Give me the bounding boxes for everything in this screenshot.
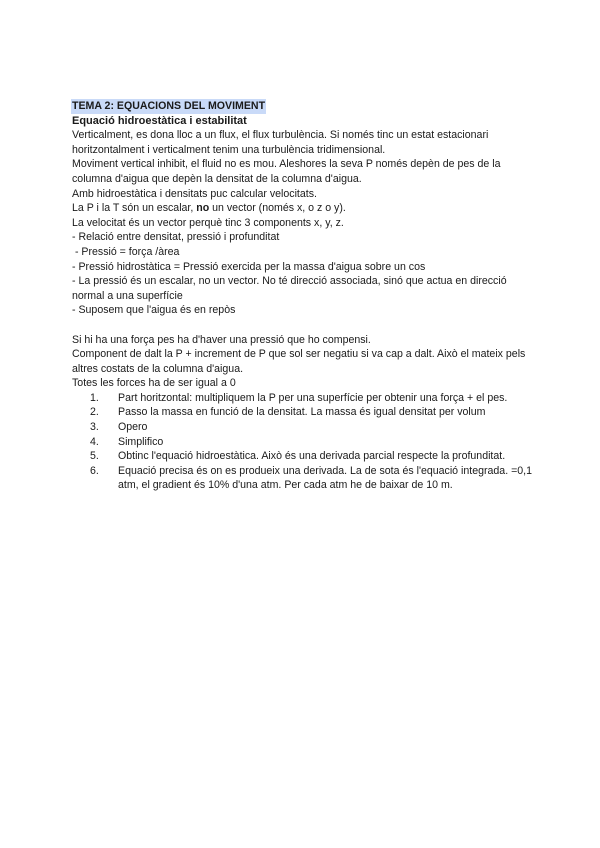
- paragraph-line: Component de dalt la P + increment de P que sol ser negatiu si va cap a dalt. Això el mateix pels altres costats de la columna d'aigua.: [72, 348, 526, 375]
- list-text: Passo la massa en funció de la densitat. La massa és igual densitat per volum: [118, 406, 486, 419]
- list-number: 2.: [90, 406, 99, 419]
- list-text: Simplifico: [118, 435, 164, 448]
- list-number: 1.: [90, 391, 99, 404]
- list-item: [72, 405, 532, 420]
- paragraph-line: La velocitat és un vector perquè tinc 3 components x, y, z.: [72, 216, 344, 229]
- list-text: Opero: [118, 421, 148, 434]
- scalar-line: [72, 201, 532, 216]
- list-number: 5.: [90, 450, 99, 463]
- steps-list: [72, 391, 532, 493]
- bullet-line: - Pressió hidrostàtica = Pressió exercida per la massa d'aigua sobre un cos: [72, 260, 426, 273]
- scalar-line-bold: no: [196, 202, 210, 215]
- bullet-line: - Pressió = força /àrea: [72, 245, 180, 258]
- spacer: [72, 318, 532, 333]
- paragraph-line: Verticalment, es dona lloc a un flux, el flux turbulència. Si només tinc un estat estacionari horitzontalment i verticalment tenim una turbulència tridimensional.: [72, 129, 489, 156]
- section-subtitle: Equació hidroestàtica i estabilitat: [72, 114, 247, 127]
- paragraph-line: Amb hidroestàtica i densitats puc calcular velocitats.: [72, 187, 317, 200]
- scalar-line-after: un vector (només x, o z o y).: [209, 202, 346, 215]
- list-number: 6.: [90, 464, 99, 477]
- list-item: [72, 435, 532, 450]
- page-title: TEMA 2: EQUACIONS DEL MOVIMENT: [72, 100, 266, 112]
- bullet-line: - Suposem que l'aigua és en repòs: [72, 304, 236, 317]
- list-item: [72, 391, 532, 406]
- list-text: Part horitzontal: multipliquem la P per una superfície per obtenir una força + el pes.: [118, 391, 508, 404]
- document-body: [72, 99, 532, 493]
- paragraph-line: Moviment vertical inhibit, el fluid no es mou. Aleshores la seva P només depèn de pes de la columna d'aigua que depèn la densitat de la columna d'aigua.: [72, 158, 501, 185]
- list-text: Obtinc l'equació hidroestàtica. Això és una derivada parcial respecte la profunditat.: [118, 450, 506, 463]
- list-number: 4.: [90, 435, 99, 448]
- list-item: [72, 420, 532, 435]
- scalar-line-before: La P i la T són un escalar,: [72, 202, 197, 215]
- paragraph-line: Totes les forces ha de ser igual a 0: [72, 377, 236, 390]
- list-item: [72, 449, 532, 464]
- bullet-line: - Relació entre densitat, pressió i profunditat: [72, 231, 280, 244]
- list-number: 3.: [90, 421, 99, 434]
- list-text: Equació precisa és on es produeix una derivada. La de sota és l'equació integrada. =0,1 atm, el gradient és 10% d'una atm. Per cada atm he de baixar de 10 m.: [118, 464, 532, 492]
- paragraph-line: Si hi ha una força pes ha d'haver una pressió que ho compensi.: [72, 333, 371, 346]
- list-item: [72, 464, 532, 493]
- bullet-line: - La pressió és un escalar, no un vector. No té direcció associada, sinó que actua en direcció normal a una superfície: [72, 275, 507, 302]
